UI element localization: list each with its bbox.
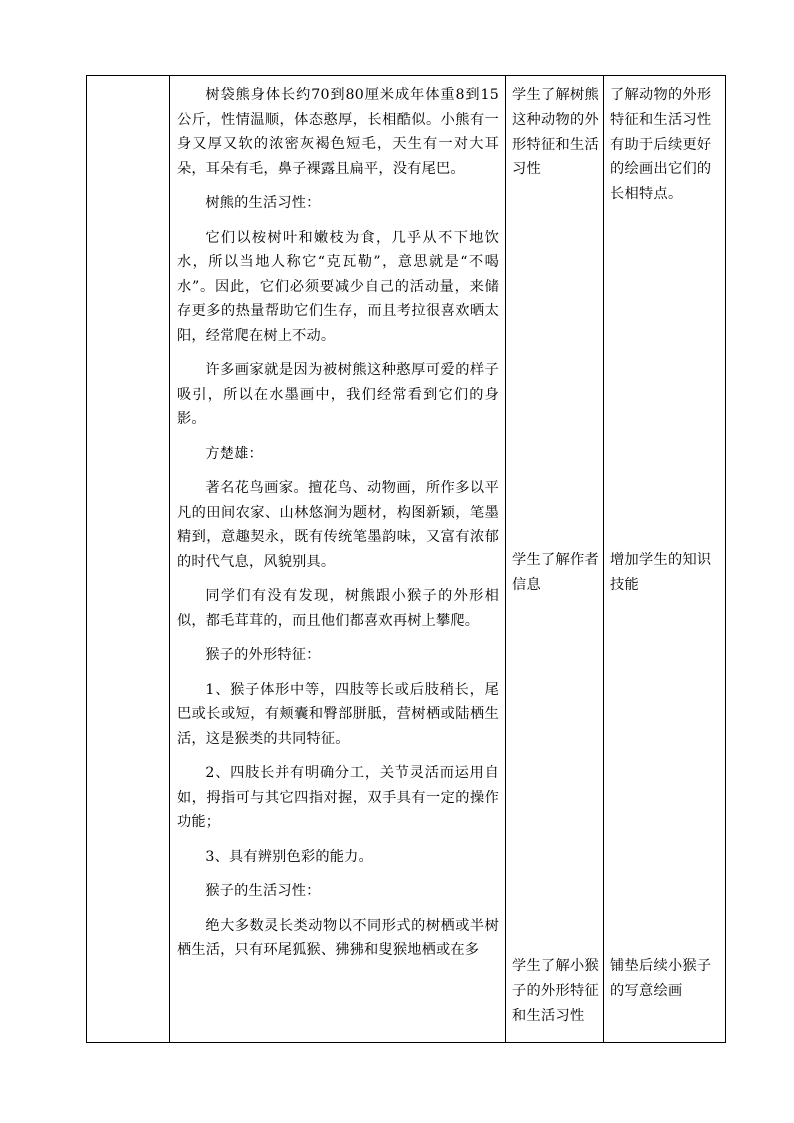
student-activity-note: 学生了解小猴子的外形特征和生活习性 — [512, 958, 599, 1024]
design-intent-cell — [604, 76, 726, 1043]
stage-cell — [87, 76, 170, 1043]
design-intent-note: 铺垫后续小猴子的写意绘画 — [610, 958, 712, 999]
monkey-feature-2: 2、四肢长并有明确分工，关节灵活而运用自如，拇指可与其它四指对握，双手具有一定的操作功能； — [177, 765, 499, 830]
design-intent-note: 了解动物的外形特征和生活习性有助于后续更好的绘画出它们的长相特点。 — [610, 87, 712, 203]
monkey-feature-1: 1、猴子体形中等，四肢等长或后肢稍长，尾巴或长或短，有颊囊和臀部胼胝，营树栖或陆栖生活，这是猴类的共同特征。 — [177, 681, 499, 747]
student-activity-note: 学生了解树熊这种动物的外形特征和生活习性 — [512, 87, 599, 178]
koala-habits-paragraph: 它们以桉树叶和嫩枝为食，几乎从不下地饮水，所以当地人称它“克瓦勒”，意思就是“不喝水”。因此，它们必须要减少自己的活动量，来储存更多的热量帮助它们生存，而且考拉很喜欢晒太阳，经常爬在树上不动。 — [177, 229, 499, 344]
teaching-content-cell — [170, 76, 506, 1043]
comparison-paragraph: 同学们有没有发现，树熊跟小猴子的外形相似，都毛茸茸的，而且他们都喜欢再树上攀爬。 — [177, 588, 499, 629]
student-activity-note: 学生了解作者信息 — [512, 552, 599, 593]
monkey-feature-3: 3、具有辨别色彩的能力。 — [205, 848, 373, 865]
artist-name-heading: 方楚雄： — [205, 445, 263, 462]
lesson-plan-table — [86, 75, 726, 1043]
koala-habits-heading: 树熊的生活习性： — [205, 195, 321, 211]
design-intent-note: 增加学生的知识技能 — [610, 552, 712, 593]
koala-description-paragraph: 树袋熊身体长约70到80厘米成年体重8到15公斤，性情温顺，体态憨厚，长相酷似。小熊有一身又厚又软的浓密灰褐色短毛，天生有一对大耳朵，耳朵有毛，鼻子裸露且扁平，没有尾巴。 — [177, 87, 499, 177]
monkey-habits-paragraph: 绝大多数灵长类动物以不同形式的树栖或半树栖生活，只有环尾狐猴、狒狒和叟猴地栖或在多 — [177, 917, 499, 958]
student-activity-cell — [506, 76, 604, 1043]
artist-bio-paragraph: 著名花鸟画家。擅花鸟、动物画，所作多以平凡的田间农家、山林悠涧为题材，构图新颖，笔墨精到，意趣契永，既有传统笔墨韵味，又富有浓郁的时代气息，风貌别具。 — [177, 480, 499, 570]
monkey-habits-heading: 猴子的生活习性： — [205, 883, 321, 899]
table-row — [87, 76, 726, 1043]
painters-paragraph: 许多画家就是因为被树熊这种憨厚可爱的样子吸引，所以在水墨画中，我们经常看到它们的身影。 — [177, 362, 499, 427]
monkey-features-heading: 猴子的外形特征： — [205, 647, 321, 663]
